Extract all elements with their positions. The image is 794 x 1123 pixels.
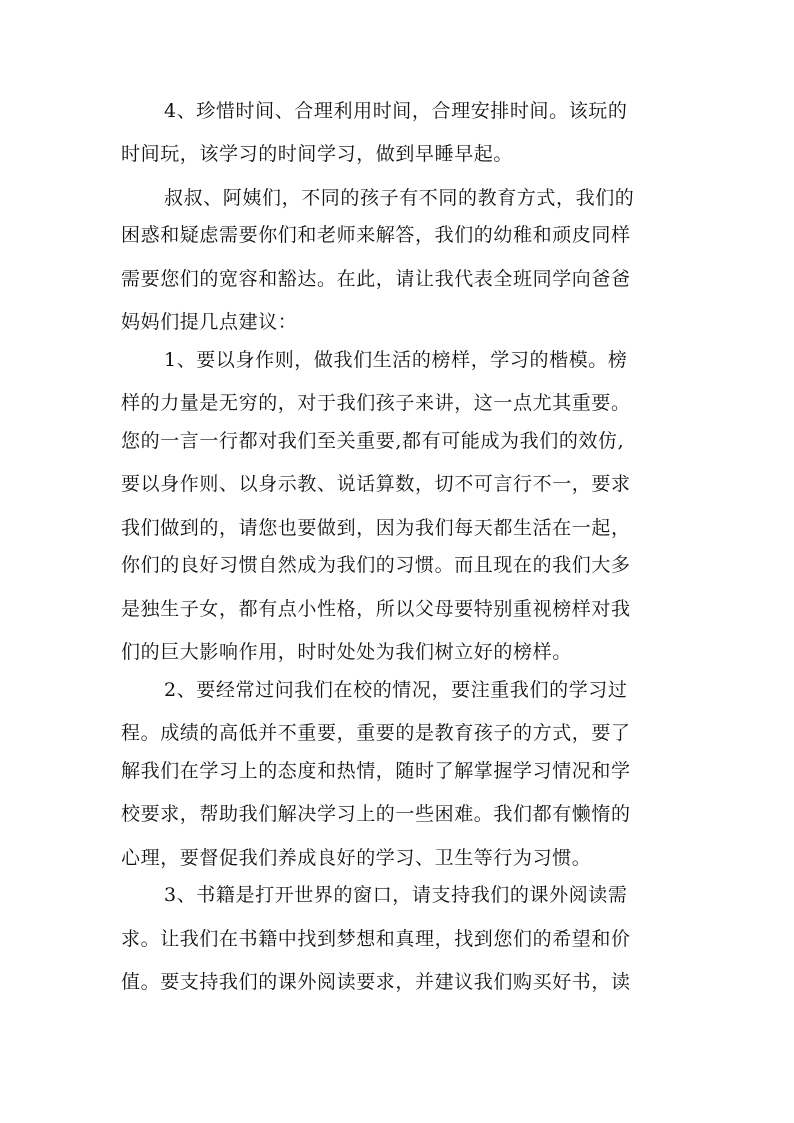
text-line: 们的巨大影响作用，时时处处为我们树立好的榜样。: [121, 641, 572, 663]
text-line: 您的一言一行都对我们至关重要,都有可能成为我们的效仿,: [121, 430, 625, 452]
text-line: 困惑和疑虑需要你们和老师来解答，我们的幼稚和顽皮同样: [121, 224, 631, 246]
text-line: 值。要支持我们的课外阅读要求，并建议我们购买好书，读: [121, 971, 631, 993]
text-line: 时间玩，该学习的时间学习，做到早睡早起。: [121, 143, 514, 165]
text-line: 解我们在学习上的态度和热情，随时了解掌握学习情况和学: [121, 760, 631, 782]
text-line: 4、珍惜时间、合理利用时间，合理安排时间。该玩的: [164, 100, 628, 122]
text-line: 心理，要督促我们养成良好的学习、卫生等行为习惯。: [121, 847, 592, 869]
text-line: 样的力量是无穷的，对于我们孩子来讲，这一点尤其重要。: [121, 392, 631, 414]
text-line: 你们的良好习惯自然成为我们的习惯。而且现在的我们大多: [121, 554, 631, 576]
text-line: 校要求，帮助我们解决学习上的一些困难。我们都有懒惰的: [121, 803, 631, 825]
text-line: 是独生子女，都有点小性格，所以父母要特别重视榜样对我: [121, 598, 631, 620]
text-line: 2、要经常过问我们在校的情况，要注重我们的学习过: [164, 679, 628, 701]
text-line: 1、要以身作则，做我们生活的榜样，学习的楷模。榜: [164, 349, 628, 371]
text-line: 叔叔、阿姨们，不同的孩子有不同的教育方式，我们的: [164, 187, 635, 209]
text-line: 要以身作则、以身示教、说话算数，切不可言行不一，要求: [121, 473, 631, 495]
text-line: 妈妈们提几点建议：: [121, 311, 298, 333]
text-line: 需要您们的宽容和豁达。在此，请让我代表全班同学向爸爸: [121, 268, 631, 290]
text-line: 求。让我们在书籍中找到梦想和真理，找到您们的希望和价: [121, 928, 631, 950]
text-line: 3、书籍是打开世界的窗口，请支持我们的课外阅读需: [164, 884, 628, 906]
text-line: 程。成绩的高低并不重要，重要的是教育孩子的方式，要了: [121, 722, 631, 744]
text-line: 我们做到的，请您也要做到，因为我们每天都生活在一起，: [121, 517, 631, 539]
